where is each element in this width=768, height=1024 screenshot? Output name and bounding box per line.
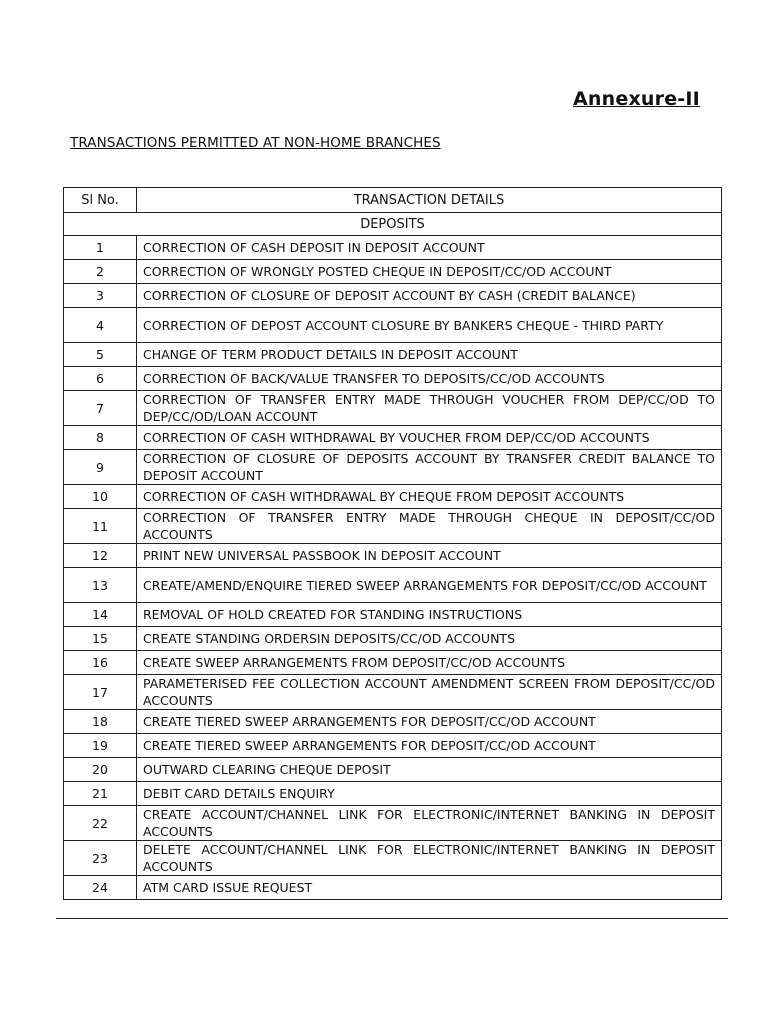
table-header-row [64, 188, 722, 213]
transaction-detail: DEBIT CARD DETAILS ENQUIRY [137, 782, 722, 806]
row-number: 4 [64, 308, 137, 343]
row-number: 10 [64, 485, 137, 509]
transaction-detail: CREATE TIERED SWEEP ARRANGEMENTS FOR DEPOSIT/CC/OD ACCOUNT [137, 734, 722, 758]
row-number: 19 [64, 734, 137, 758]
table-row [64, 485, 722, 509]
row-number: 14 [64, 603, 137, 627]
transaction-detail: CORRECTION OF DEPOST ACCOUNT CLOSURE BY BANKERS CHEQUE - THIRD PARTY [137, 308, 722, 343]
row-number: 3 [64, 284, 137, 308]
column-header-transaction-details: TRANSACTION DETAILS [137, 188, 722, 213]
transaction-detail: ATM CARD ISSUE REQUEST [137, 876, 722, 900]
table-row [64, 450, 722, 485]
transaction-detail: CORRECTION OF BACK/VALUE TRANSFER TO DEPOSITS/CC/OD ACCOUNTS [137, 367, 722, 391]
row-number: 13 [64, 568, 137, 603]
table-row [64, 308, 722, 343]
transaction-detail: CREATE/AMEND/ENQUIRE TIERED SWEEP ARRANGEMENTS FOR DEPOSIT/CC/OD ACCOUNT [137, 568, 722, 603]
table-row [64, 236, 722, 260]
row-number: 11 [64, 509, 137, 544]
table-row [64, 734, 722, 758]
row-number: 21 [64, 782, 137, 806]
transaction-detail: CORRECTION OF CLOSURE OF DEPOSIT ACCOUNT BY CASH (CREDIT BALANCE) [137, 284, 722, 308]
table-row [64, 627, 722, 651]
row-number: 2 [64, 260, 137, 284]
row-number: 8 [64, 426, 137, 450]
transaction-detail: CORRECTION OF CLOSURE OF DEPOSITS ACCOUNT BY TRANSFER CREDIT BALANCE TO DEPOSIT ACCOUNT [137, 450, 722, 485]
transaction-detail: CREATE TIERED SWEEP ARRANGEMENTS FOR DEPOSIT/CC/OD ACCOUNT [137, 710, 722, 734]
row-number: 16 [64, 651, 137, 675]
row-number: 22 [64, 806, 137, 841]
row-number: 18 [64, 710, 137, 734]
section-row [64, 213, 722, 236]
transaction-detail: PARAMETERISED FEE COLLECTION ACCOUNT AMENDMENT SCREEN FROM DEPOSIT/CC/OD ACCOUNTS [137, 675, 722, 710]
table-row [64, 391, 722, 426]
row-number: 23 [64, 841, 137, 876]
transaction-detail: CORRECTION OF TRANSFER ENTRY MADE THROUGH CHEQUE IN DEPOSIT/CC/OD ACCOUNTS [137, 509, 722, 544]
row-number: 17 [64, 675, 137, 710]
table-row [64, 710, 722, 734]
row-number: 12 [64, 544, 137, 568]
transaction-detail: CREATE SWEEP ARRANGEMENTS FROM DEPOSIT/CC/OD ACCOUNTS [137, 651, 722, 675]
transaction-detail: DELETE ACCOUNT/CHANNEL LINK FOR ELECTRONIC/INTERNET BANKING IN DEPOSIT ACCOUNTS [137, 841, 722, 876]
table-row [64, 343, 722, 367]
transaction-detail: CORRECTION OF CASH WITHDRAWAL BY VOUCHER FROM DEP/CC/OD ACCOUNTS [137, 426, 722, 450]
table-row [64, 260, 722, 284]
transaction-detail: CREATE ACCOUNT/CHANNEL LINK FOR ELECTRONIC/INTERNET BANKING IN DEPOSIT ACCOUNTS [137, 806, 722, 841]
section-title: DEPOSITS [64, 213, 722, 236]
table-row [64, 651, 722, 675]
table-row [64, 284, 722, 308]
transactions-table [63, 187, 722, 900]
row-number: 9 [64, 450, 137, 485]
table-row [64, 675, 722, 710]
row-number: 5 [64, 343, 137, 367]
row-number: 24 [64, 876, 137, 900]
transaction-detail: CREATE STANDING ORDERSIN DEPOSITS/CC/OD ACCOUNTS [137, 627, 722, 651]
row-number: 6 [64, 367, 137, 391]
transaction-detail: REMOVAL OF HOLD CREATED FOR STANDING INSTRUCTIONS [137, 603, 722, 627]
transaction-detail: PRINT NEW UNIVERSAL PASSBOOK IN DEPOSIT ACCOUNT [137, 544, 722, 568]
transaction-detail: CORRECTION OF WRONGLY POSTED CHEQUE IN DEPOSIT/CC/OD ACCOUNT [137, 260, 722, 284]
transaction-detail: CORRECTION OF CASH DEPOSIT IN DEPOSIT ACCOUNT [137, 236, 722, 260]
table-row [64, 426, 722, 450]
row-number: 1 [64, 236, 137, 260]
table-row [64, 758, 722, 782]
table-row [64, 806, 722, 841]
table-row [64, 544, 722, 568]
table-row [64, 841, 722, 876]
row-number: 15 [64, 627, 137, 651]
table-row [64, 367, 722, 391]
table-row [64, 782, 722, 806]
column-header-sl-no: Sl No. [64, 188, 137, 213]
document-heading: TRANSACTIONS PERMITTED AT NON-HOME BRANCHES [70, 135, 441, 151]
annexure-title: Annexure-II [573, 88, 700, 110]
bottom-rule [56, 918, 728, 919]
table-row [64, 603, 722, 627]
transaction-detail: CHANGE OF TERM PRODUCT DETAILS IN DEPOSIT ACCOUNT [137, 343, 722, 367]
row-number: 7 [64, 391, 137, 426]
transaction-detail: OUTWARD CLEARING CHEQUE DEPOSIT [137, 758, 722, 782]
transaction-detail: CORRECTION OF CASH WITHDRAWAL BY CHEQUE FROM DEPOSIT ACCOUNTS [137, 485, 722, 509]
transaction-detail: CORRECTION OF TRANSFER ENTRY MADE THROUGH VOUCHER FROM DEP/CC/OD TO DEP/CC/OD/LOAN ACCOUNT [137, 391, 722, 426]
table-row [64, 876, 722, 900]
row-number: 20 [64, 758, 137, 782]
table-row [64, 568, 722, 603]
table-row [64, 509, 722, 544]
